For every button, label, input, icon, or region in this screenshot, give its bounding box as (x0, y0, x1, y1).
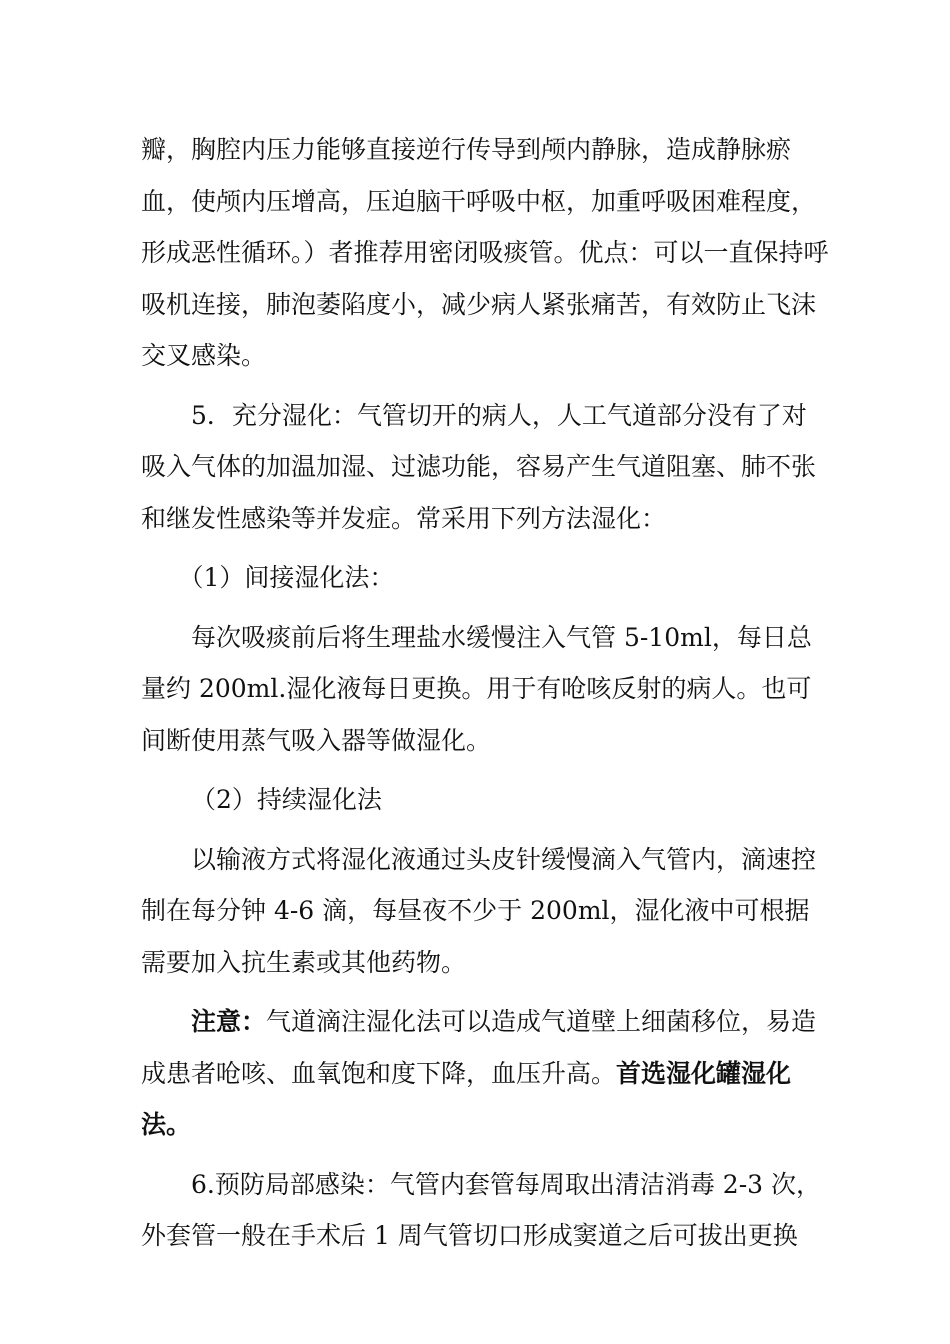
paragraph-continuous-method: 以输液方式将湿化液通过头皮针缓慢滴入气管内，滴速控制在每分钟 4-6 滴，每昼夜不少于 200ml，湿化液中可根据需要加入抗生素或其他药物。 (141, 844, 817, 977)
heading-indirect-humidification: （1）间接湿化法： (178, 563, 395, 592)
document-body (141, 124, 831, 1262)
paragraph-airway-pressure: 瓣，胸腔内压力能够直接逆行传导到颅内静脉，造成静脉瘀血，使颅内压增高，压迫脑干呼吸中枢，加重呼吸困难程度，形成恶性循环。）者推荐用密闭吸痰管。优点：可以一直保持呼吸机连接，肺泡萎陷度小，减少病人紧张痛苦，有效防止飞沫交叉感染。 (141, 135, 829, 370)
paragraph-infection-prevention: 6.预防局部感染：气管内套管每周取出清洁消毒 2-3 次，外套管一般在手术后 1 周气管切口形成窦道之后可拔出更换 (141, 1169, 822, 1250)
paragraph-humidification: 5．充分湿化：气管切开的病人，人工气道部分没有了对吸入气体的加温加湿、过滤功能，容易产生气道阻塞、肺不张和继发性感染等并发症。常采用下列方法湿化： (141, 400, 817, 533)
heading-continuous-humidification: （2）持续湿化法 (191, 785, 382, 814)
paragraph-indirect-method: 每次吸痰前后将生理盐水缓慢注入气管 5-10ml，每日总量约 200ml.湿化液每日更换。用于有呛咳反射的病人。也可间断使用蒸气吸入器等做湿化。 (141, 622, 812, 755)
paragraph-caution (141, 996, 831, 1151)
caution-label: 注意： (191, 1007, 267, 1036)
caution-text: 气道滴注湿化法可以造成气道壁上细菌移位，易造成患者呛咳、血氧饱和度下降，血压升高。 (141, 1007, 817, 1088)
caution-recommendation: 首选湿化罐湿化法。 (141, 1058, 792, 1139)
